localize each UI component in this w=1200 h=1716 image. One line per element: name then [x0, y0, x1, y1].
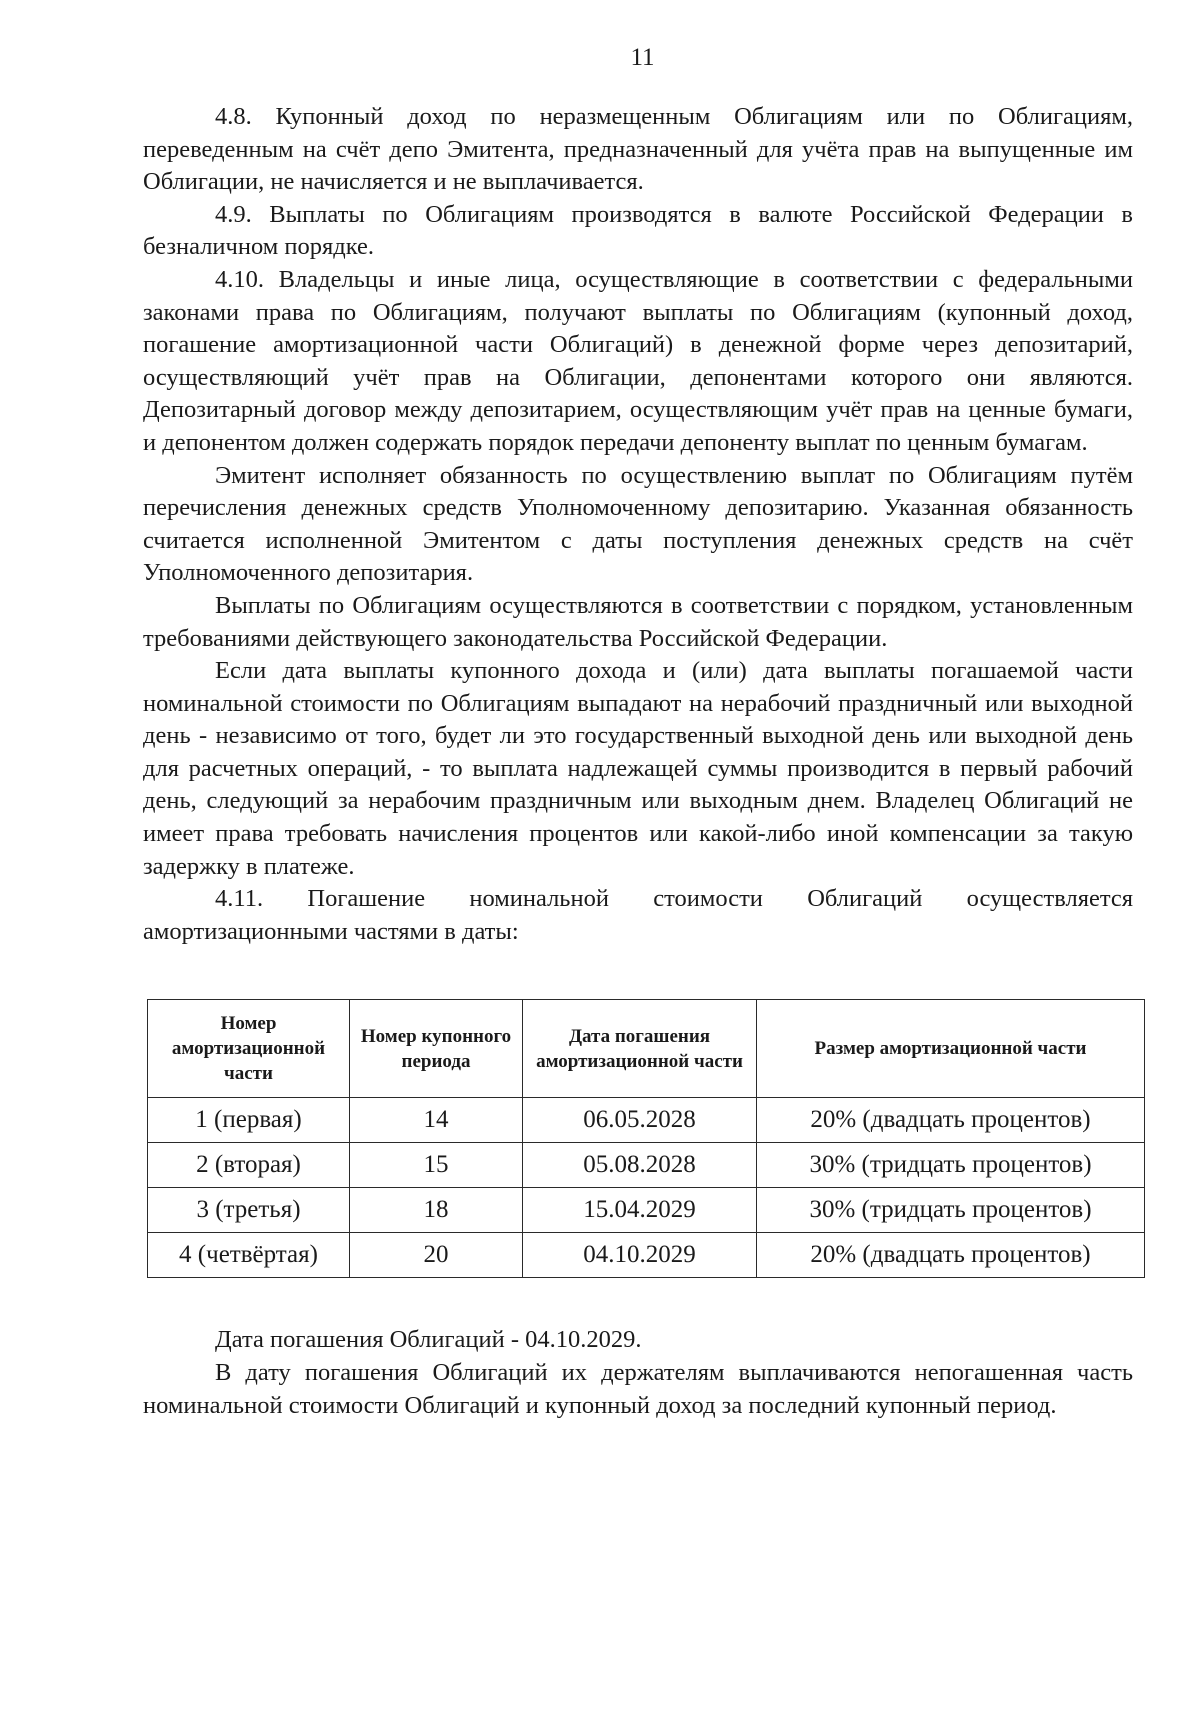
page-number: 11 — [630, 44, 655, 71]
cell-repayment-date: 15.04.2029 — [523, 1188, 757, 1233]
cell-part-number: 1 (первая) — [148, 1098, 350, 1143]
paragraph-4-10: 4.10. Владельцы и иные лица, осуществляющие в соответствии с федеральными законами права по Облигациям, получают выплаты по Облигациям (купонный доход, погашение амортизационной части Облигаций) в денежной форме через депозитарий, осуществляющий учёт прав на Облигации, депонентами которого они являются. Депозитарный договор между депозитарием, осуществляющим учёт прав на ценные бумаги, и депонентом должен содержать порядок передачи депоненту выплат по ценным бумагам. — [143, 265, 1133, 456]
cell-repayment-date: 05.08.2028 — [523, 1143, 757, 1188]
header-part-size: Размер амортизационной части — [757, 1000, 1145, 1098]
table-row — [148, 1233, 1145, 1278]
paragraph-maturity-payment: В дату погашения Облигаций их держателям выплачиваются непогашенная часть номинальной стоимости Облигаций и купонный доход за последний купонный период. — [143, 1359, 1133, 1419]
cell-coupon-period: 20 — [350, 1233, 523, 1278]
paragraph-maturity-date: Дата погашения Облигаций - 04.10.2029. — [215, 1326, 642, 1354]
closing-section — [143, 1324, 1133, 1422]
cell-part-number: 3 (третья) — [148, 1188, 350, 1233]
paragraph-issuer-obligation: Эмитент исполняет обязанность по осуществлению выплат по Облигациям путём перечисления денежных средств Уполномоченному депозитарию. Указанная обязанность считается исполненной Эмитентом с даты поступления денежных средств на счёт Уполномоченного депозитария. — [143, 461, 1133, 587]
cell-repayment-date: 06.05.2028 — [523, 1098, 757, 1143]
amortization-table — [147, 999, 1145, 1278]
header-part-number: Номер амортизационной части — [148, 1000, 350, 1098]
paragraph-payments-order: Выплаты по Облигациям осуществляются в соответствии с порядком, установленным требованиями действующего законодательства Российской Федерации. — [143, 591, 1133, 652]
cell-part-number: 2 (вторая) — [148, 1143, 350, 1188]
cell-part-size: 20% (двадцать процентов) — [757, 1233, 1145, 1278]
document-body — [143, 101, 1133, 1422]
paragraph-4-8: 4.8. Купонный доход по неразмещенным Облигациям или по Облигациям, переведенным на счёт депо Эмитента, предназначенный для учёта прав на выпущенные им Облигации, не начисляется и не выплачивается. — [143, 103, 1133, 196]
amortization-table-wrapper — [147, 999, 1144, 1278]
table-row — [148, 1188, 1145, 1233]
cell-part-size: 30% (тридцать процентов) — [757, 1188, 1145, 1233]
header-repayment-date: Дата погашения амортизационной части — [523, 1000, 757, 1098]
table-row — [148, 1098, 1145, 1143]
header-coupon-period: Номер купонного периода — [350, 1000, 523, 1098]
cell-part-size: 30% (тридцать процентов) — [757, 1143, 1145, 1188]
cell-coupon-period: 15 — [350, 1143, 523, 1188]
paragraph-4-11: 4.11. Погашение номинальной стоимости Облигаций осуществляется амортизационными частями в даты: — [143, 885, 1133, 945]
cell-part-size: 20% (двадцать процентов) — [757, 1098, 1145, 1143]
cell-coupon-period: 18 — [350, 1188, 523, 1233]
cell-coupon-period: 14 — [350, 1098, 523, 1143]
paragraph-holiday-rule: Если дата выплаты купонного дохода и (или) дата выплаты погашаемой части номинальной стоимости по Облигациям выпадают на нерабочий праздничный или выходной день - независимо от того, будет ли это государственный выходной день или выходной день для расчетных операций, - то выплата надлежащей суммы производится в первый рабочий день, следующий за нерабочим праздничным или выходным днем. Владелец Облигаций не имеет права требовать начисления процентов или какой-либо иной компенсации за такую задержку в платеже. — [143, 657, 1133, 880]
cell-repayment-date: 04.10.2029 — [523, 1233, 757, 1278]
paragraph-4-9: 4.9. Выплаты по Облигациям производятся в валюте Российской Федерации в безналичном порядке. — [143, 200, 1133, 261]
table-row — [148, 1143, 1145, 1188]
table-header-row — [148, 1000, 1145, 1098]
cell-part-number: 4 (четвёртая) — [148, 1233, 350, 1278]
